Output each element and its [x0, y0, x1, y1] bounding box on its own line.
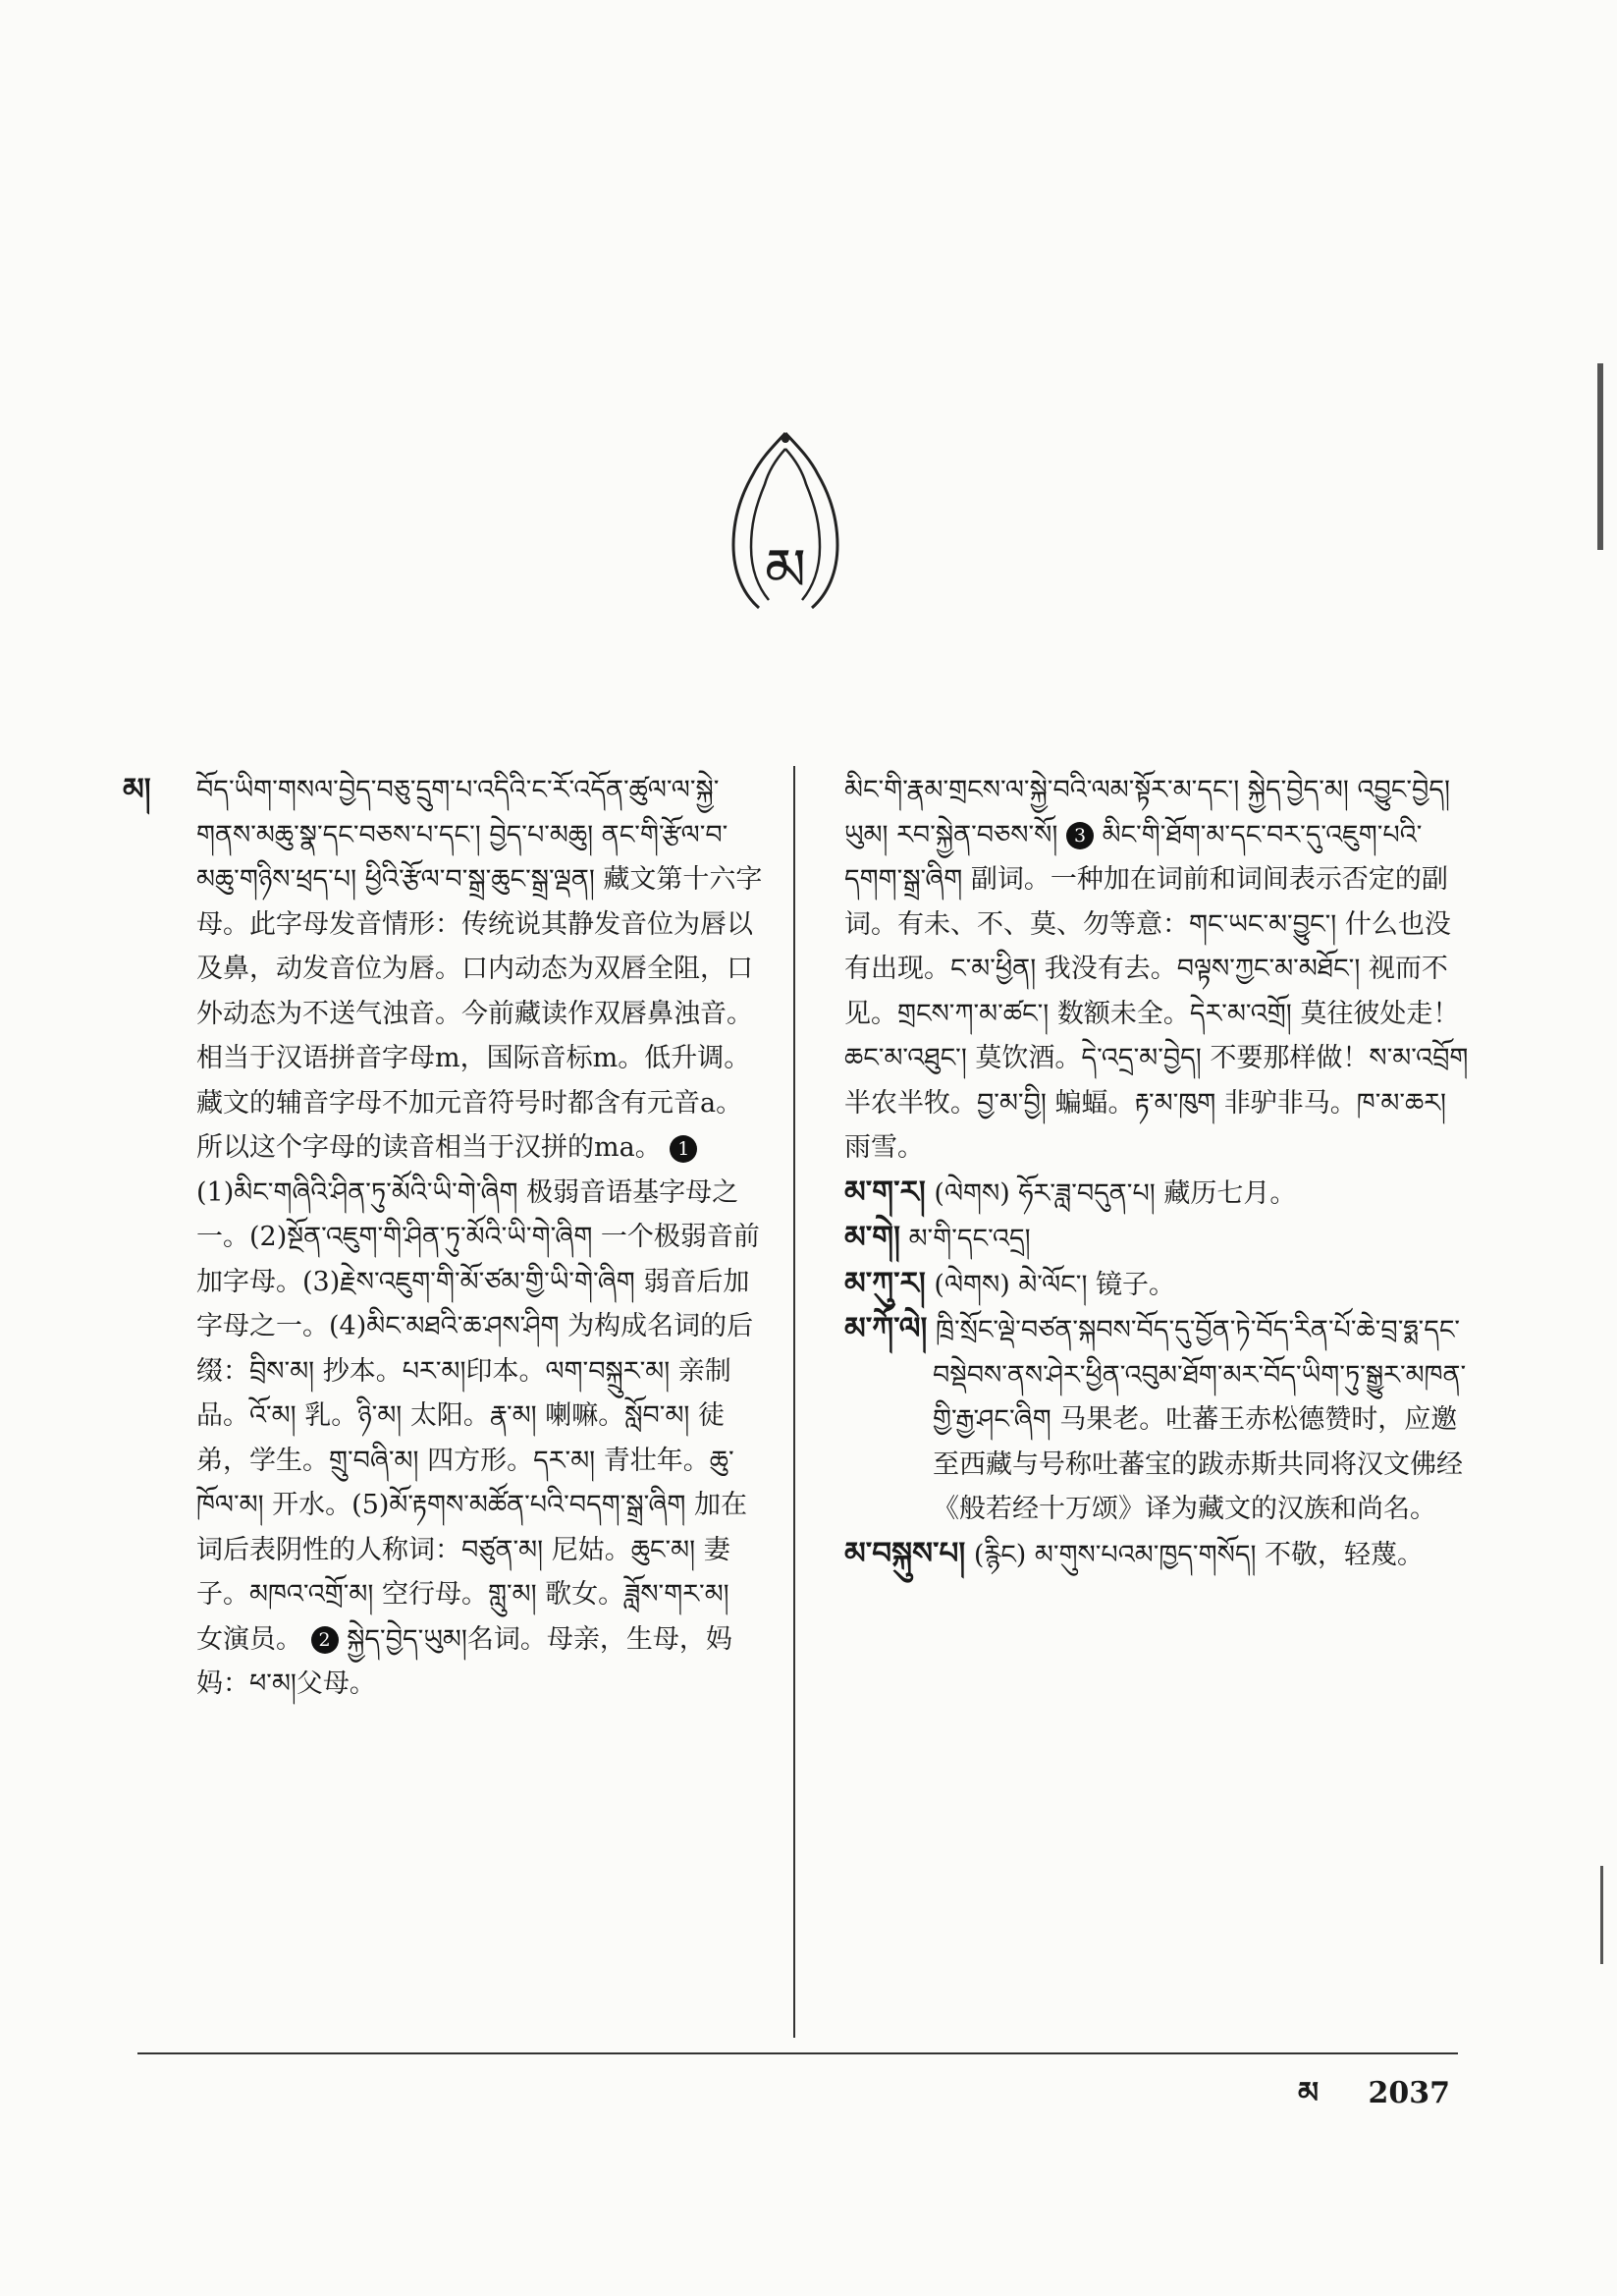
entry-headword: མ་ག་ར།: [844, 1174, 926, 1210]
sense-number-badge: 1: [670, 1135, 697, 1163]
entry-definition: [196, 768, 764, 1707]
entry-text: (ལེགས) མེ་ལོང་། 镜子。: [934, 1269, 1176, 1300]
right-column: [844, 768, 1473, 1577]
entry-headword: མ་ཀུ་ར།: [844, 1265, 926, 1301]
dictionary-entry: [844, 1307, 1473, 1532]
sense-number-badge: 2: [311, 1626, 339, 1654]
scan-edge-mark: [1597, 363, 1603, 550]
page-number: 2037: [1368, 2076, 1450, 2110]
definition-intro: བོད་ཡིག་གསལ་བྱེད་བཅུ་དྲུག་པ་འདིའི་ང་རོ་འདོན་ཚུལ་ལ་སྐྱེ་གནས་མཆུ་སྣ་དང་བཅས་པ་དང་། བྱེད་པ་མཆུ། ནང་གི་རྩོལ་བ་མཆུ་གཉིས་ཕྲད་པ། ཕྱིའི་རྩོལ་བ་སྒྲ་ཆུང་སྒྲ་ལྡན། 藏文第十六字母。此字母发音情形：传统说其静发音位为唇以及鼻，动发音位为唇。口内动态为双唇全阻，口外动态为不送气浊音。今前藏读作双唇鼻浊音。相当于汉语拼音字母m，国际音标m。低升调。藏文的辅音字母不加元音符号时都含有元音a。所以这个字母的读音相当于汉拼的ma。: [196, 775, 763, 1163]
entry-headword: མ་བསྐུས་པ།: [844, 1535, 966, 1571]
column-divider: [793, 766, 795, 2038]
entry-headword: མ་ཀོ་ལེ།: [844, 1311, 928, 1346]
dictionary-entry: [844, 1532, 1473, 1578]
section-letter-emblem: [722, 427, 849, 614]
entry-headword: མ།: [123, 772, 151, 807]
bottom-rule: [137, 2052, 1458, 2054]
entry-text: (ལེགས) ཧོར་ཟླ་བདུན་པ། 藏历七月。: [934, 1177, 1297, 1209]
running-letter: མ: [1297, 2076, 1320, 2110]
definition-sense-2: སྐྱེད་བྱེད་ཡུམ།名词。母亲，生母，妈妈：ཕ་མ།父母。: [196, 1623, 732, 1699]
entry-text: མ་གི་དང་འདྲ།: [908, 1224, 1031, 1254]
entry-text: ཁྲི་སྲོང་ལྡེ་བཙན་སྐབས་བོད་དུ་བྱོན་ཏེ་བོད་རིན་པོ་ཆེ་བྲ་ཧྨ་དང་བསྡེབས་ནས་ཤེར་ཕྱིན་འབུམ་ཐོག་མར་བོད་ཡིག་ཏུ་སྒྱུར་མཁན་གྱི་རྒྱ་ཤང་ཞིག 马果老。吐蕃王赤松德赞时，应邀至西藏与号称吐蕃宝的跋赤斯共同将汉文佛经《般若经十万颂》译为藏文的汉族和尚名。: [933, 1315, 1467, 1524]
definition-sense-3: མིང་གི་ཐོག་མ་དང་བར་དུ་འཇུག་པའི་དགག་སྒྲ་ཞིག 副词。一种加在词前和词间表示否定的副词。有未、不、莫、勿等意：གང་ཡང་མ་བྱུང་། 什么也没有出现。ང་མ་ཕྱིན། 我没有去。བལྟས་ཀྱང་མ་མཐོང་། 视而不见。གྲངས་ཀ་མ་ཚང་། 数额未全。དེར་མ་འགྲོ། 莫往彼处走！ཆང་མ་འཐུང་། 莫饮酒。དེ་འདྲ་མ་བྱེད། 不要那样做！ས་མ་འབྲོག 半农半牧。བྱ་མ་བྱི། 蝙蝠。རྟ་མ་ཁུག 非驴非马。ཁ་མ་ཆར། 雨雪。: [844, 819, 1469, 1163]
dictionary-entry: [844, 1262, 1473, 1308]
scan-edge-mark: [1600, 1866, 1603, 1964]
entry-text: (རྙིང) མ་གུས་པའམ་ཁྱད་གསོད། 不敬，轻蔑。: [973, 1539, 1425, 1570]
definition-continued: མིང་གི་རྣམ་གྲངས་ལ་སྐྱེ་བའི་ལམ་སྟོར་མ་དང་། སྐྱེད་བྱེད་མ། འབྱུང་བྱེད། ཡུམ། རབ་སྐྱེན་བཅས་སོ།: [844, 775, 1450, 850]
left-column: [123, 768, 764, 1707]
entry-headword: མ་གེ།: [844, 1220, 900, 1255]
sense-number-badge: 3: [1066, 822, 1094, 849]
dictionary-entry: [844, 1216, 1473, 1262]
emblem-letter: མ: [764, 536, 807, 605]
dictionary-entry: [844, 1171, 1473, 1217]
entry-continuation: [844, 768, 1473, 1171]
page-footer: [1259, 2060, 1450, 2143]
definition-sense-1: (1)མིང་གཞིའི་ཤིན་ཏུ་མོའི་ཡི་གེ་ཞིག 极弱音语基字母之一。(2)སྔོན་འཇུག་གི་ཤིན་ཏུ་མོའི་ཡི་གེ་ཞིག 一个极弱音前加字母。(3)རྗེས་འཇུག་གི་མོ་ཙམ་གྱི་ཡི་གེ་ཞིག 弱音后加字母之一。(4)མིང་མཐའི་ཆ་ཤས་ཤིག 为构成名词的后缀：བྲིས་མ། 抄本。པར་མ།印本。ལག་བསྐྲུར་མ། 亲制品。འོ་མ། 乳。ཉི་མ། 太阳。རྣ་མ། 喇嘛。སློབ་མ། 徒弟，学生。གྲུ་བཞི་མ། 四方形。དར་མ། 青壮年。ཆུ་ཁོལ་མ། 开水。(5)མོ་རྟགས་མཚོན་པའི་བདག་སྒྲ་ཞིག 加在词后表阴性的人称词：བཙུན་མ། 尼姑。ཆུང་མ། 妻子。མཁའ་འགྲོ་མ། 空行母。གླུ་མ། 歌女。ཟློས་གར་མ། 女演员。: [196, 1176, 760, 1655]
